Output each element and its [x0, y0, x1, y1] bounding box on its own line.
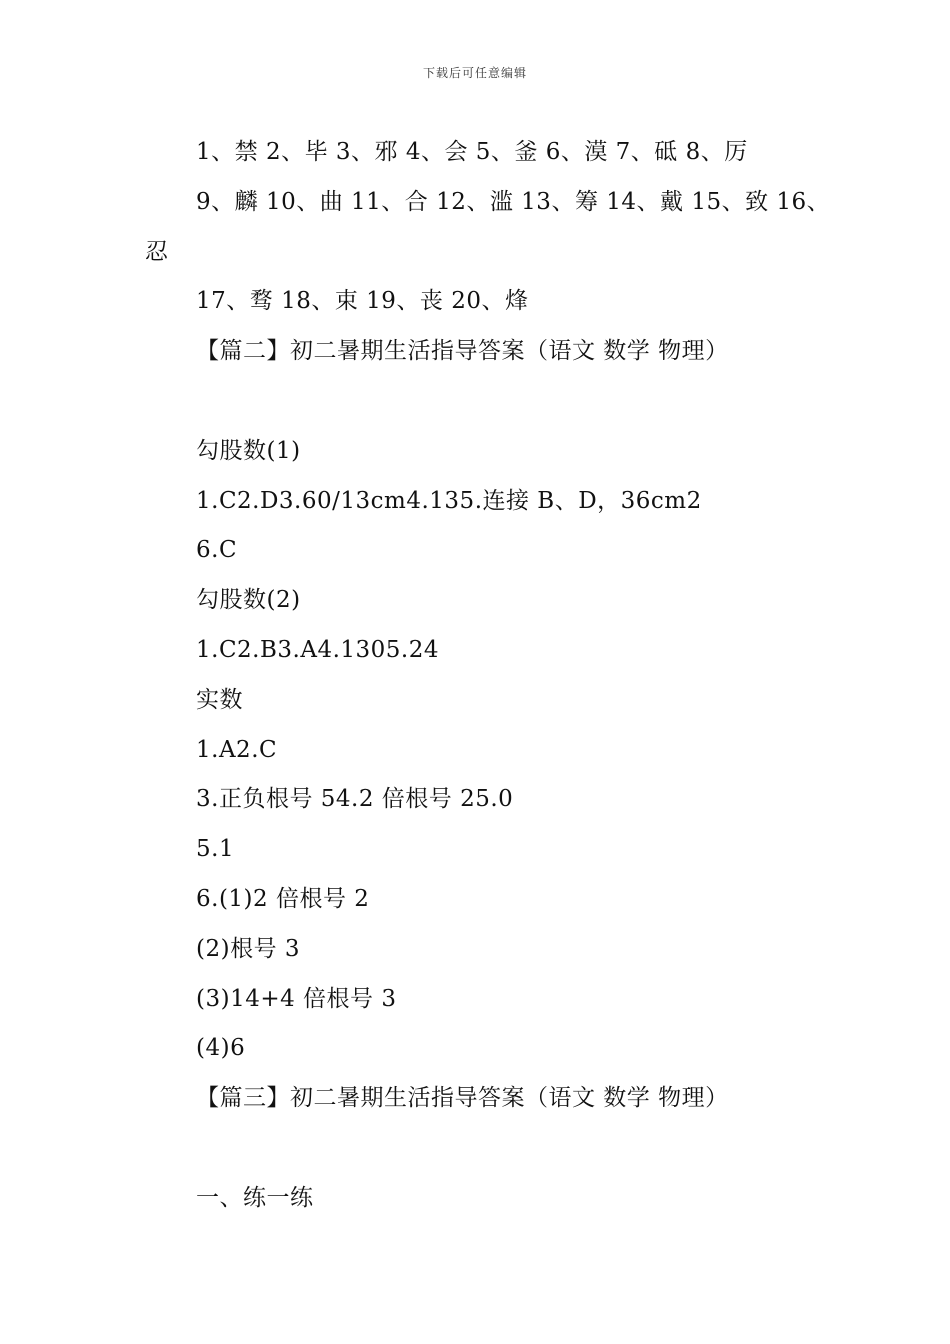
subheading-pythagorean-2: 勾股数(2)	[196, 587, 301, 614]
section-heading-part-two: 【篇二】初二暑期生活指导答案（语文 数学 物理）	[196, 338, 729, 365]
answer-line-3: 17、骛 18、束 19、丧 20、烽	[196, 288, 529, 315]
blank-line	[145, 1124, 810, 1174]
subheading-practice: 一、练一练	[196, 1184, 314, 1211]
answer-line: 6.(1)2 倍根号 2	[196, 885, 370, 912]
answer-line: 1.C2.B3.A4.1305.24	[196, 636, 439, 663]
page-header: 下载后可任意编辑	[422, 66, 527, 80]
answer-line: 1.C2.D3.60/13cm4.135.连接 B、D，36cm2	[196, 487, 702, 514]
answer-line-1: 1、禁 2、毕 3、邪 4、会 5、釜 6、漠 7、砥 8、厉	[196, 139, 748, 165]
answer-line: (4)6	[196, 1035, 246, 1062]
blank-line	[145, 377, 810, 427]
subheading-pythagorean-1: 勾股数(1)	[196, 437, 301, 464]
answer-line: 5.1	[196, 836, 235, 863]
answer-line: (3)14+4 倍根号 3	[196, 985, 397, 1012]
answer-line: 6.C	[196, 537, 238, 564]
answer-line: 3.正负根号 54.2 倍根号 25.0	[196, 786, 514, 813]
answer-line-2: 9、麟 10、曲 11、合 12、滥 13、筹 14、戴 15、致 16、	[196, 188, 831, 215]
answer-line: (2)根号 3	[196, 935, 301, 962]
answer-line-2-wrap: 忍	[145, 238, 169, 265]
document-body	[145, 128, 831, 1224]
answer-line: 1.A2.C	[196, 736, 278, 763]
section-heading-part-three: 【篇三】初二暑期生活指导答案（语文 数学 物理）	[196, 1085, 729, 1112]
subheading-real-numbers: 实数	[196, 686, 243, 713]
